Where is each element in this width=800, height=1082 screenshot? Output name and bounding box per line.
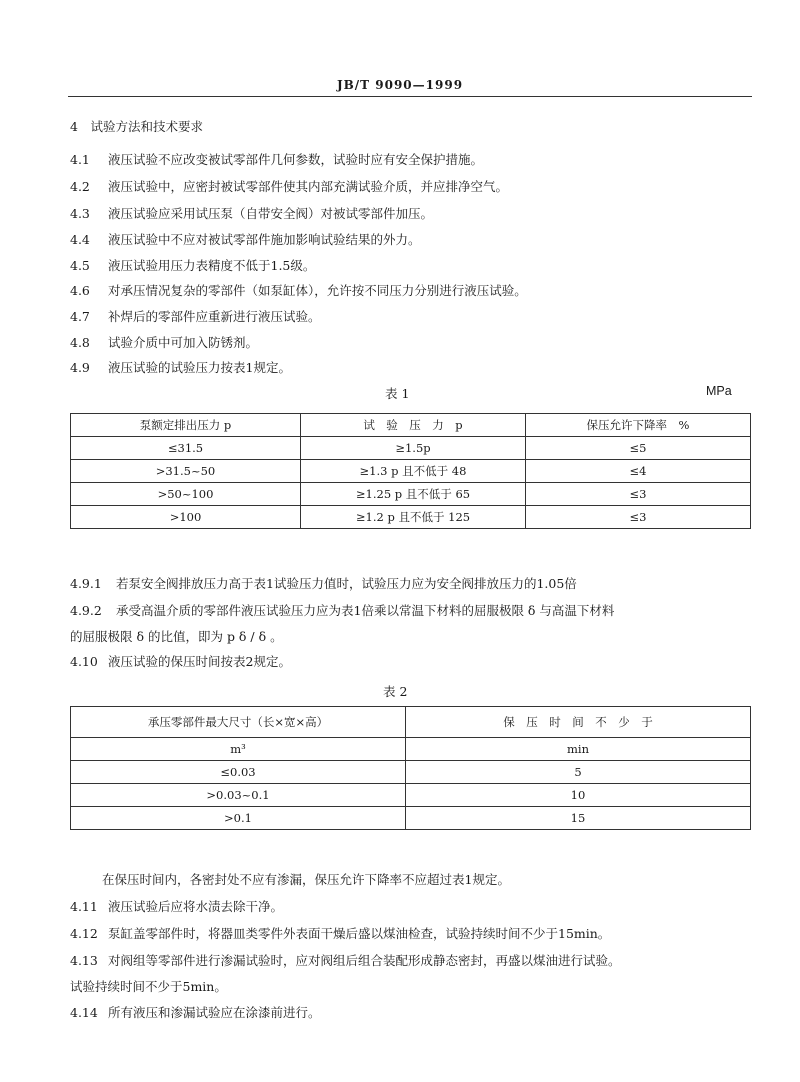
- clause: 4.2 液压试验中，应密封被试零部件使其内部充满试验介质，并应排净空气。: [70, 179, 509, 194]
- table-row: [71, 437, 751, 460]
- table-cell: 5: [406, 761, 751, 784]
- table-cell: ≥1.25 p 且不低于 65: [301, 483, 526, 506]
- clause: 4.6 对承压情况复杂的零部件（如泵缸体），允许按不同压力分别进行液压试验。: [70, 283, 527, 298]
- header-rule: [68, 96, 752, 97]
- table-cell: ≤31.5: [71, 437, 301, 460]
- clause-continuation: 的屈服极限 δ 的比值，即为 p δ / δ 。: [70, 629, 283, 644]
- page-header: JB/T 9090—1999: [336, 78, 464, 92]
- table2-caption: 表 2: [383, 684, 408, 699]
- clause: 4.1 液压试验不应改变被试零部件几何参数，试验时应有安全保护措施。: [70, 152, 484, 167]
- clause: 4.8 试验介质中可加入防锈剂。: [70, 335, 259, 350]
- table-cell: ≥1.5p: [301, 437, 526, 460]
- clause: 4.9.1 若泵安全阀排放压力高于表1试验压力值时，试验压力应为安全阀排放压力的1.05倍: [70, 576, 577, 591]
- table-header-row: [71, 414, 751, 437]
- table-cell: ≤3: [526, 506, 751, 529]
- table-header-cell: 承压零部件最大尺寸（长×宽×高）: [71, 707, 406, 738]
- table-cell: ≤5: [526, 437, 751, 460]
- table-cell: >31.5~50: [71, 460, 301, 483]
- table-unit-row: [71, 738, 751, 761]
- table1-unit: MPa: [706, 384, 732, 398]
- table-header-cell: 保 压 时 间 不 少 于: [406, 707, 751, 738]
- table-row: [71, 460, 751, 483]
- table-cell: ≤0.03: [71, 761, 406, 784]
- section-title: 4 试验方法和技术要求: [70, 119, 203, 134]
- clause: 4.12 泵缸盖零部件时，将器皿类零件外表面干燥后盛以煤油检查，试验持续时间不少于15min。: [70, 926, 611, 941]
- table-row: [71, 506, 751, 529]
- table-cell: ≤4: [526, 460, 751, 483]
- table1-caption: 表 1: [385, 386, 410, 401]
- clause: 4.4 液压试验中不应对被试零部件施加影响试验结果的外力。: [70, 232, 421, 247]
- clause: 4.7 补焊后的零部件应重新进行液压试验。: [70, 309, 321, 324]
- clause: 4.9.2 承受高温介质的零部件液压试验压力应为表1倍乘以常温下材料的屈服极限 δ 与高温下材料: [70, 603, 615, 618]
- clause: 4.5 液压试验用压力表精度不低于1.5级。: [70, 258, 316, 273]
- table-cell: ≥1.3 p 且不低于 48: [301, 460, 526, 483]
- table2: [70, 706, 751, 830]
- table-row: [71, 761, 751, 784]
- clause: 4.11 液压试验后应将水渍去除干净。: [70, 899, 284, 914]
- table-cell: >0.1: [71, 807, 406, 830]
- table-header-row: [71, 707, 751, 738]
- table1: [70, 413, 751, 529]
- clause: 4.10 液压试验的保压时间按表2规定。: [70, 654, 291, 669]
- table-cell: 15: [406, 807, 751, 830]
- table-cell: 10: [406, 784, 751, 807]
- table-cell: ≥1.2 p 且不低于 125: [301, 506, 526, 529]
- table-header-cell: 试 验 压 力 p: [301, 414, 526, 437]
- clause: 4.9 液压试验的试验压力按表1规定。: [70, 360, 291, 375]
- table-header-cell: 保压允许下降率 %: [526, 414, 751, 437]
- table-cell: >100: [71, 506, 301, 529]
- table-cell: ≤3: [526, 483, 751, 506]
- table-row: [71, 807, 751, 830]
- clause: 4.3 液压试验应采用试压泵（自带安全阀）对被试零部件加压。: [70, 206, 434, 221]
- clause: 4.13 对阀组等零部件进行渗漏试验时，应对阀组后组合装配形成静态密封，再盛以煤油进行试验。: [70, 953, 621, 968]
- table-unit-cell: m³: [71, 738, 406, 761]
- table-unit-cell: min: [406, 738, 751, 761]
- table-row: [71, 483, 751, 506]
- table-header-cell: 泵额定排出压力 p: [71, 414, 301, 437]
- table-cell: >50~100: [71, 483, 301, 506]
- table-row: [71, 784, 751, 807]
- paragraph: 在保压时间内，各密封处不应有渗漏，保压允许下降率不应超过表1规定。: [102, 872, 510, 887]
- clause: 4.14 所有液压和渗漏试验应在涂漆前进行。: [70, 1005, 321, 1020]
- clause-continuation: 试验持续时间不少于5min。: [70, 979, 227, 994]
- table-cell: >0.03~0.1: [71, 784, 406, 807]
